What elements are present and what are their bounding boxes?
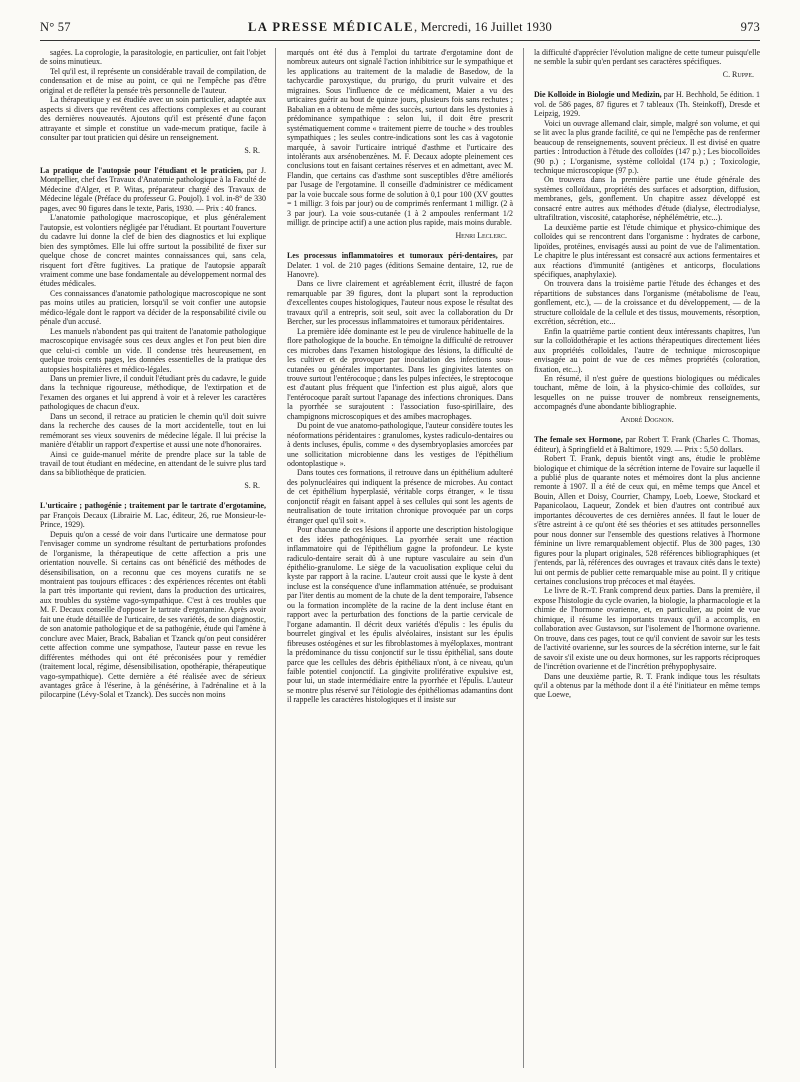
book-review: [534, 435, 760, 700]
review-title: La pratique de l'autopsie pour l'étudiant et le praticien,: [40, 165, 244, 175]
review-title: Die Kolloide in Biologie und Medizin,: [534, 90, 662, 100]
review-heading: [40, 501, 266, 529]
review-citation: par Delater. 1 vol. de 210 pages (éditions Semaine dentaire, 12, rue de Hanovre).: [287, 251, 513, 279]
review-paragraph: Enfin la quatrième partie contient deux intéressants chapitres, l'un sur la colloïdothérapie et les actions thérapeutiques directement liées aux propriétés colloïdales, l'autre de technique microscopique envisagée au point de vue de ces mêmes propriétés (coloration, fixation, etc...).: [534, 326, 760, 374]
book-review: [287, 48, 513, 240]
review-paragraph: Le livre de R.-T. Frank comprend deux parties. Dans la première, il expose l'histologie du cycle ovarien, la biologie, la pharmacologie et la chimie de l'hormone ovarienne, et, en particulier, au point de vue chimique, il résume les importants travaux qu'il a accomplis, en collaboration avec Gustavson, sur l'isolement de l'hormone ovarienne. On trouve, dans ces pages, tout ce qu'il convient de savoir sur les tests de l'activité ovarienne, sur les sources de la sécrétion interne, sur le fait de savoir s'il existe une ou deux hormones, sur les rapports réciproques de l'incrétion ovarienne et de l'incrétion préhypophysaire.: [534, 586, 760, 672]
header-rule: [40, 40, 760, 41]
journal-masthead: LA PRESSE MÉDICALE, Mercredi, 16 Juillet 1930: [248, 20, 552, 34]
review-paragraph: On trouvera dans la première partie une étude générale des systèmes colloïdaux, propriétés des surfaces et adsorption, diffusion, membranes, gels, gonflement. Un chapitre assez développé est consacré entre autres aux méthodes d'étude (dialyse, électrodialyse, ultrafiltration, viscosité, cataphorèse, néphélémétrie, etc...).: [534, 175, 760, 223]
book-review: [40, 501, 266, 700]
review-heading: [287, 251, 513, 279]
review-paragraph: On trouvera dans la troisième partie l'étude des échanges et des répartitions de substances dans l'organisme (métabolisme de l'eau, gonflement, etc.), — de la croissance et du développement, — de la structure colloïdale de la cellule et des tissus, mouvements, résorption, excrétion, sécrétion, etc...: [534, 279, 760, 327]
review-paragraph: Dans une deuxième partie, R. T. Frank indique tous les résultats qu'il a obtenus par la méthode dont il a été l'initiateur en même temps que Loewe,: [534, 671, 760, 700]
review-signature: André Dognon.: [620, 414, 674, 424]
review-signature: C. Ruppe.: [722, 69, 754, 79]
review-paragraph: La première idée dominante est le peu de virulence habituelle de la flore pathologique de la bouche. En témoigne la difficulté de retrouver ces microbes dans l'examen histologique des lésions, la difficulté de les cultiver et de provoquer par inoculation des infections sous-cutanées ou générales importantes. Dans les gingivites latentes on trouve surtout l'entérocoque ; dans les pulpes infectées, le streptocoque est d'autant plus fréquent que l'infection est plus aiguë, alors que l'entérocoque paraît surtout l'apanage des infections chroniques. Dans la pyorrhée se surajoutent : l'association fuso-spirillaire, des champignons microscopiques et des amibes macrophages.: [287, 326, 513, 421]
journal-title: LA PRESSE MÉDICALE: [248, 20, 414, 34]
review-paragraph: Depuis qu'on a cessé de voir dans l'urticaire une dermatose pour l'envisager comme un syndrome résultant de perturbations profondes de l'organisme, la thérapeutique de cette affection a pris une orientation nouvelle. Si certains cas ont bénéficié des méthodes de désensibilisation, on a reconnu que ces moyens curatifs ne se montraient pas toujours efficaces : des expériences récentes ont établi la part très importante qui revient, dans la production des urticaires, aux troubles du système vago-sympathique. C'est à ces troubles que M. F. Decaux conseille d'opposer le tartrate d'ergotamine. Après avoir fait une étude détaillée de l'urticaire, de ses variétés, de son diagnostic, de son anatomie pathologique et de sa pathogénie, étude qui l'amène à conclure avec Maier, Brack, Babalian et Tzanck qu'on peut considérer cette affection comme une sympathose, l'auteur passe en revue les différentes méthodes qui ont été préconisées pour y remédier (traitement local, régime, désensibilisation, opothérapie, thérapeutique vago-sympathique). Cette dernière a été réalisée avec de sérieux avantages grâce à l'éserine, à la génésérine, à l'adrénaline et à la pilocarpine (Lévy-Solal et Tzanck). Des succès non moins: [40, 529, 266, 700]
review-citation: par Robert T. Frank (Charles C. Thomas, éditeur), à Springfield et à Baltimore, 1929. — Prix : 5,50 dollars.: [534, 435, 760, 454]
review-paragraph: Dans un premier livre, il conduit l'étudiant près du cadavre, le guide dans la technique rigoureuse, méthodique, de l'extirpation et de l'examen des organes et lui apprend à voir et à relever les caractères pathologiques de chacun d'eux.: [40, 373, 266, 412]
book-review: [534, 48, 760, 79]
review-paragraph: La thérapeutique y est étudiée avec un soin particulier, adaptée aux aspects si divers que revêtent ces affections complexes et au courant des dernières nouveautés. Ajoutons qu'il est présenté d'une façon attrayante et simple et constitue un vade-mecum pratique, facile à consulter par tout praticien qui désire un renseignement.: [40, 95, 266, 143]
review-signature: Henri Leclerc.: [455, 230, 507, 240]
column-1: [40, 48, 266, 1068]
review-signature: S. R.: [244, 480, 260, 490]
review-paragraph: Ainsi ce guide-manuel mérite de prendre place sur la table de travail de tout étudiant en médecine, en attendant de le suivre plus tard dans sa bibliothèque de praticien.: [40, 449, 266, 478]
review-title: L'urticaire ; pathogénie ; traitement par le tartrate d'ergotamine,: [40, 501, 266, 511]
book-review: [40, 48, 266, 155]
review-heading: [534, 435, 760, 454]
review-heading: [40, 166, 266, 213]
review-paragraph: sagées. La coprologie, la parasitologie, en particulier, ont fait l'objet de soins minutieux.: [40, 48, 266, 67]
review-paragraph: En résumé, il n'est guère de questions biologiques ou médicales touchant, même de loin, à la physico-chimie des colloïdes, sur lesquelles on ne puisse trouver de nombreux renseignements, accompagnés d'une abondante bibliographie.: [534, 373, 760, 412]
column-3: [534, 48, 760, 1068]
book-review: [40, 166, 266, 490]
review-paragraph: Tel qu'il est, il représente un considérable travail de compilation, de condensation et de mise au point, ce qui ne l'empêche pas d'être original et de refléter la pensée très personnelle de l'auteur.: [40, 66, 266, 95]
review-title: Les processus inflammatoires et tumoraux péri-dentaires,: [287, 251, 498, 261]
review-signature: S. R.: [244, 145, 260, 155]
column-divider-2: [523, 48, 524, 1068]
review-citation: par J. Montpellier, chef des Travaux d'Anatomie pathologique à la Faculté de Médecine d'Alger, et P. Witas, préparateur chargé des Travaux de Médecine légale (Préface du professeur G. Poujol). 1 vol. in-8° de 330 pages, avec 90 figures dans le texte, Paris, 1930. — Prix : 40 francs.: [40, 165, 266, 213]
review-paragraph: Les manuels n'abondent pas qui traitent de l'anatomie pathologique macroscopique envisagée sous ces deux angles et l'on peut bien dire que celui-ci comble un vide. Il condense très heureusement, en quelque trois cents pages, les données essentielles de la pratique des autopsies hospitalières et médico-légales.: [40, 326, 266, 374]
review-paragraph: Dans un second, il retrace au praticien le chemin qu'il doit suivre dans la recherche des causes de la mort accidentelle, tout en lui remémorant ses vieux souvenirs de médecine légale. Il lui précise la manière d'établir un rapport d'expertise et aussi une note d'honoraires.: [40, 411, 266, 450]
column-divider-1: [275, 48, 276, 1068]
issue-date: Mercredi, 16 Juillet 1930: [420, 20, 552, 34]
review-paragraph: marqués ont été dus à l'emploi du tartrate d'ergotamine dont de nombreux auteurs ont signalé l'action inhibitrice sur le sympathique et les applications au traitement de la maladie de Basedow, de la tachycardie paroxystique, du prurigo, du prurit vulvaire et des migraines. Sous l'influence de ce médicament, Maier a vu des urticaires guérir au bout de quinze jours, plusieurs fois sans rechutes ; Babalian en a obtenu de même des succès, surtout dans les dystonies à prédominance sympathique : selon lui, il doit être prescrit systématiquement comme « traitement pierre de touche » des troubles sympathiques ; les seules contre-indications sont les cas à vagotonie marquée, à savoir l'urticaire intriqué d'asthme et l'urticaire des intolérants aux arsénobenzènes. M. F. Decaux adopte pleinement ces conclusions tout en faisant certaines réserves et en admettant, avec M. Flandin, que certains cas d'asthme sont susceptibles d'être améliorés par l'usage de l'ergotamine. Il conseille d'administrer ce médicament par la voie buccale sous forme de solution à 0,1 pour 100 (XV gouttes = 1 milligr. 3 fois par jour) ou de comprimés renfermant 1 milligr. (2 à 3 par jour). La voie sous-cutanée (1 à 2 ampoules renfermant 1/2 milligr. de principe actif) a une action plus rapide, mais moins durable.: [287, 48, 513, 228]
review-paragraph: Du point de vue anatomo-pathologique, l'auteur considère toutes les néoformations péridentaires : granulomes, kystes radiculo-dentaires ou à dents incluses, épulis, comme « des dysembryoplasies amorcées par une sollicitation microbienne dans les vestiges de l'épithélium odontoplastique ».: [287, 421, 513, 469]
running-header: [40, 18, 760, 38]
review-paragraph: Dans ce livre clairement et agréablement écrit, illustré de façon remarquable par 39 figures, dont la plupart sont la reproduction d'excellentes coupes histologiques, l'auteur nous expose le résultat des travaux qu'il a entrepris, soit seul, soit avec la collaboration du Dr Bercher, sur les processus inflammatoires et tumoraux péridentaires.: [287, 279, 513, 327]
book-review: [287, 251, 513, 705]
review-paragraph: Voici un ouvrage allemand clair, simple, malgré son volume, et qui se lit avec la plus grande facilité, ce qui ne l'empêche pas de renfermer beaucoup de renseignements, souvent précieux. Il est divisé en quatre parties : Introduction à l'étude des colloïdes (147 p.) ; Les biocolloïdes (90 p.) ; L'organisme, système colloïdal (174 p.) ; Toxicologie, technique microscopique (97 p.).: [534, 118, 760, 175]
review-paragraph: Ces connaissances d'anatomie pathologique macroscopique ne sont pas moins utiles au praticien, lorsqu'il se voit confier une autopsie médico-légale dont le rapport va décider de la responsabilité civile ou pénale d'un accusé.: [40, 288, 266, 327]
review-paragraph: Dans toutes ces formations, il retrouve dans un épithélium adulteré des polynucléaires qui indiquent la présence de microbes. Au contact de cet épithélium hyperplasié, véritable corps étranger, « le tissu conjonctif réagit en faisant appel à ses cellules qui sont les agents de neutralisation de toute irritation chronique provoquée par un corps étranger quel qu'il soit ».: [287, 468, 513, 525]
review-paragraph: Robert T. Frank, depuis bientôt vingt ans, étudie le problème biologique et chimique de la sécrétion interne de l'ovaire sur laquelle il a publié plus de quarante notes et mémoires dont la plus ancienne remonte à 1907. Il a été de ceux qui, en même temps que Ancel et Bouin, Allen et Doisy, Courrier, Champy, Loeb, Loewe, Stockard et Papanicolaou, Laqueur, Zondek et bien d'autres ont contribué aux importantes découvertes de ces dernières années. Il faut le louer de s'être astreint à ce qu'ont été ses théories et ses attitudes personnelles pour nous donner sur l'ensemble des questions relatives à l'hormone féminine un livre remarquablement objectif. Plus de 300 pages, 130 figures pour la plupart originales, 528 références bibliographiques (et j'entends, par là, références des ouvrages et travaux cités dans le texte) lui ont permis de publier cette remarquable mise au point. Il y critique certaines conclusions trop précoces et mal étayées.: [534, 454, 760, 587]
review-heading: [534, 90, 760, 118]
column-2: [287, 48, 513, 1068]
book-review: [534, 90, 760, 424]
review-citation: par H. Bechhold, 5e édition. 1 vol. de 586 pages, 87 figures et 7 tableaux (Th. Steinkoff), Dresde et Leipzig, 1929.: [534, 90, 760, 119]
review-paragraph: la difficulté d'apprécier l'évolution maligne de cette tumeur puisqu'elle ne semble la subir qu'en perdant ses caractères spécifiques.: [534, 48, 760, 67]
review-paragraph: La deuxième partie est l'étude chimique et physico-chimique des colloïdes qui se rencontrent dans l'organisme : hydrates de carbone, lipoïdes, protéines, envisagés aussi au point de vue de l'alimentation. Le chapitre le plus intéressant est consacré aux actions fermentaires et aux réactions d'immunité (antigènes et anticorps, floculations spécifiques, anaphylaxie).: [534, 222, 760, 279]
review-citation: par François Decaux (Librairie M. Lac, éditeur, 26, rue Monsieur-le-Prince, 1929).: [40, 510, 266, 530]
review-paragraph: L'anatomie pathologique macroscopique, et plus généralement l'autopsie, est volontiers négligée par l'étudiant. Et pourtant l'ouverture du cadavre lui donne la clef de bien des diagnostics et lui explique bien des symptômes. Elle lui offre surtout la possibilité de fixer sur quelque chose de concret maintes connaissances qui, sans cela, risquent fort d'être fugitives. La pratique de l'autopsie apparaît vraiment comme une base fondamentale au développement normal des études médicales.: [40, 213, 266, 289]
page-number: 973: [740, 20, 760, 34]
review-title: The female sex Hormone,: [534, 435, 623, 445]
issue-number: N° 57: [40, 20, 71, 34]
review-paragraph: Pour chacune de ces lésions il apporte une description histologique et des idées pathogéniques. La pyorrhée serait une réaction inflammatoire qui de l'épithélium gagne la profondeur. Le kyste radiculo-dentaire serait dû à une rupture vasculaire au sein d'un épithélio-granulome. Le siège de la vacuolisation explique celui du kyste par rapport à la racine. L'auteur croit aussi que le kyste à dent incluse est la conséquence d'une inflammation atténuée, se produisant par l'iter dentis au moment de la chute de la dent temporaire, l'absence ou la formation incomplète de la racine de la dent incluse étant en rapport avec la perturbation des fonctions de la partie cervicale de l'organe adamantin. Il décrit deux variétés d'épulis : les épulis du bourrelet gingival et les épulis alvéolaires, insistant sur les épulis fibreuses ostéogènes et sur les fibroblastomes à myéloplaxes, montrant la prédominance du tissu conjonctif sur le tissu épithélial, sans doute parce que les cellules des débris épithéliaux n'ont, à ce niveau, qu'un faible potentiel conjonctif. La gingivite proliférative expulsive est, pour lui, un stade intermédiaire entre la pyorrhée et l'épulis. L'auteur se montre plus réservé sur l'étiologie des épithéliomas adamantins dont il rappelle les caractères histologiques et il insiste sur: [287, 525, 513, 705]
